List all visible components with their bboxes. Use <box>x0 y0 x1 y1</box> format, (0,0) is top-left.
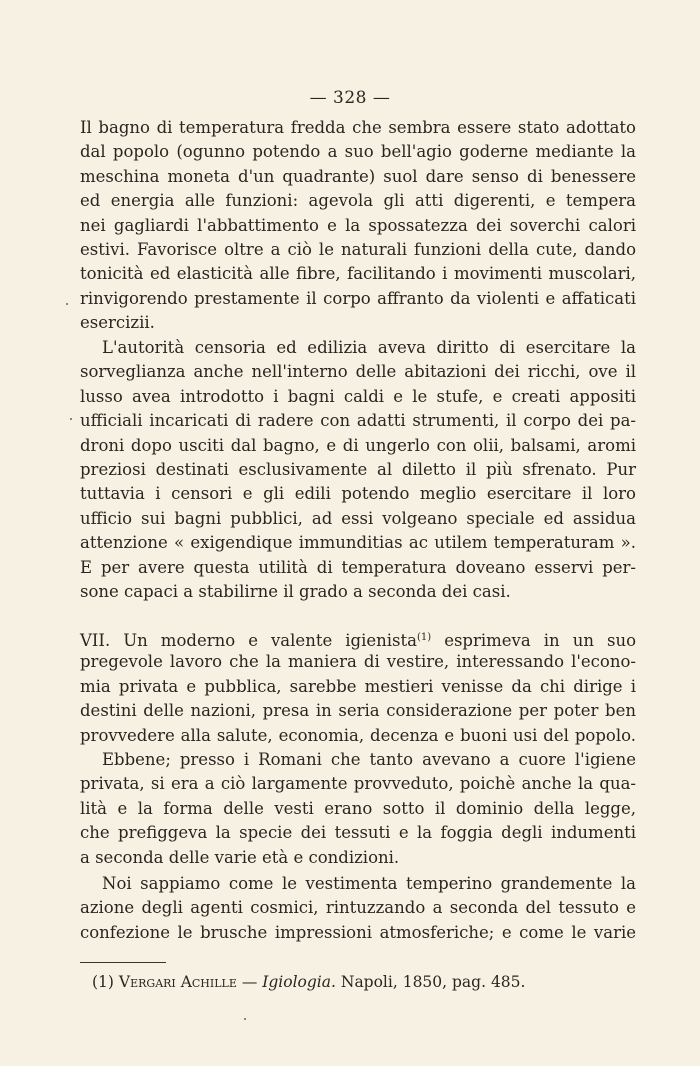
text-line: ufficio sui bagni pubblici, ad essi volgeano speciale ed assidua <box>80 508 636 528</box>
text-line: mia privata e pubblica, sarebbe mestieri venisse da chi dirige i <box>80 676 636 696</box>
text-line: L'autorità censoria ed edilizia aveva diritto di esercitare la <box>102 338 636 357</box>
margin-speck <box>70 418 72 420</box>
footnote-reference[interactable]: (1) <box>416 632 432 643</box>
text-line: rinvigorendo prestamente il corpo affranto da violenti e affaticati <box>80 288 636 308</box>
paragraph-clothing <box>80 872 636 945</box>
section-opening-rest: esprimeva in un suo <box>444 631 637 650</box>
text-line: nei gagliardi l'abbattimento e la spossatezza dei soverchi calori <box>80 215 636 235</box>
text-line: meschina moneta d'un quadrante) suol dare senso di benessere <box>80 166 636 186</box>
text-line: Il bagno di temperatura fredda che sembra essere stato adottato <box>80 118 636 137</box>
text-line: ed energia alle funzioni: agevola gli atti digerenti, e tempera <box>80 191 636 211</box>
page-number: — 328 — <box>309 88 391 108</box>
text-line: sone capaci a stabilirne il grado a seconda dei casi. <box>80 581 511 601</box>
text-line: estivi. Favorisce oltre a ciò le naturali funzioni della cute, dando <box>80 239 636 259</box>
text-line: E per avere questa utilità di temperatura doveano esservi per- <box>80 557 636 577</box>
text-line: Noi sappiamo come le vestimenta temperino grandemente la <box>102 874 636 893</box>
footnote <box>92 970 525 994</box>
text-line: provvedere alla salute, economia, decenza e buoni usi del popolo. <box>80 725 636 745</box>
footnote-separator <box>80 962 166 963</box>
text-line: ufficiali incaricati di radere con adatti strumenti, il corpo dei pa- <box>80 411 636 431</box>
text-line: attenzione « exigendique immunditias ac utilem temperaturam ». <box>80 533 636 553</box>
paragraph-bath-benefits <box>80 116 636 336</box>
text-line <box>80 626 636 650</box>
text-line: privata, si era a ciò largamente provveduto, poichè anche la qua- <box>80 774 636 794</box>
page-speck <box>244 1018 246 1020</box>
paragraph-censorial-authority <box>80 336 636 604</box>
text-line: confezione le brusche impressioni atmosferiche; e come le varie <box>80 922 636 942</box>
footnote-author: Vergari Achille <box>118 973 237 991</box>
text-line: esercizii. <box>80 313 155 333</box>
paragraph-section-vii <box>80 626 636 870</box>
footnote-marker: (1) <box>92 973 114 991</box>
text-line: che prefiggeva la specie dei tessuti e la foggia degli indumenti <box>80 823 636 843</box>
text-line: tonicità ed elasticità alle fibre, facilitando i movimenti muscolari, <box>80 264 636 284</box>
margin-speck <box>66 303 68 305</box>
text-line: Ebbene; presso i Romani che tanto avevano a cuore l'igiene <box>102 749 636 769</box>
text-line: a seconda delle varie età e condizioni. <box>80 847 400 867</box>
footnote-title: Igiologia. <box>262 973 336 991</box>
text-line: droni dopo usciti dal bagno, e di ungerlo con olii, balsami, aromi <box>80 435 636 455</box>
text-line: tuttavia i censori e gli edili potendo meglio esercitare il loro <box>80 484 636 504</box>
footnote-details: Napoli, 1850, pag. 485. <box>340 973 526 991</box>
text-line: lusso avea introdotto i bagni caldi e le stufe, e creati appositi <box>80 386 636 406</box>
text-line: preziosi destinati esclusivamente al diletto il più sfrenato. Pur <box>80 459 636 479</box>
text-line: destini delle nazioni, presa in seria considerazione per poter ben <box>80 701 636 721</box>
text-line: lità e la forma delle vesti erano sotto il dominio della legge, <box>80 798 636 818</box>
text-line: azione degli agenti cosmici, rintuzzando a seconda del tessuto e <box>80 898 636 918</box>
footnote-dash: — <box>241 973 258 991</box>
text-line: dal popolo (ogunno potendo a suo bell'agio goderne mediante la <box>80 142 636 162</box>
text-line: pregevole lavoro che la maniera di vestire, interessando l'econo- <box>80 652 636 672</box>
section-opening: VII. Un moderno e valente igienista <box>80 631 417 650</box>
text-line: sorveglianza anche nell'interno delle abitazioni dei ricchi, ove il <box>80 362 636 382</box>
